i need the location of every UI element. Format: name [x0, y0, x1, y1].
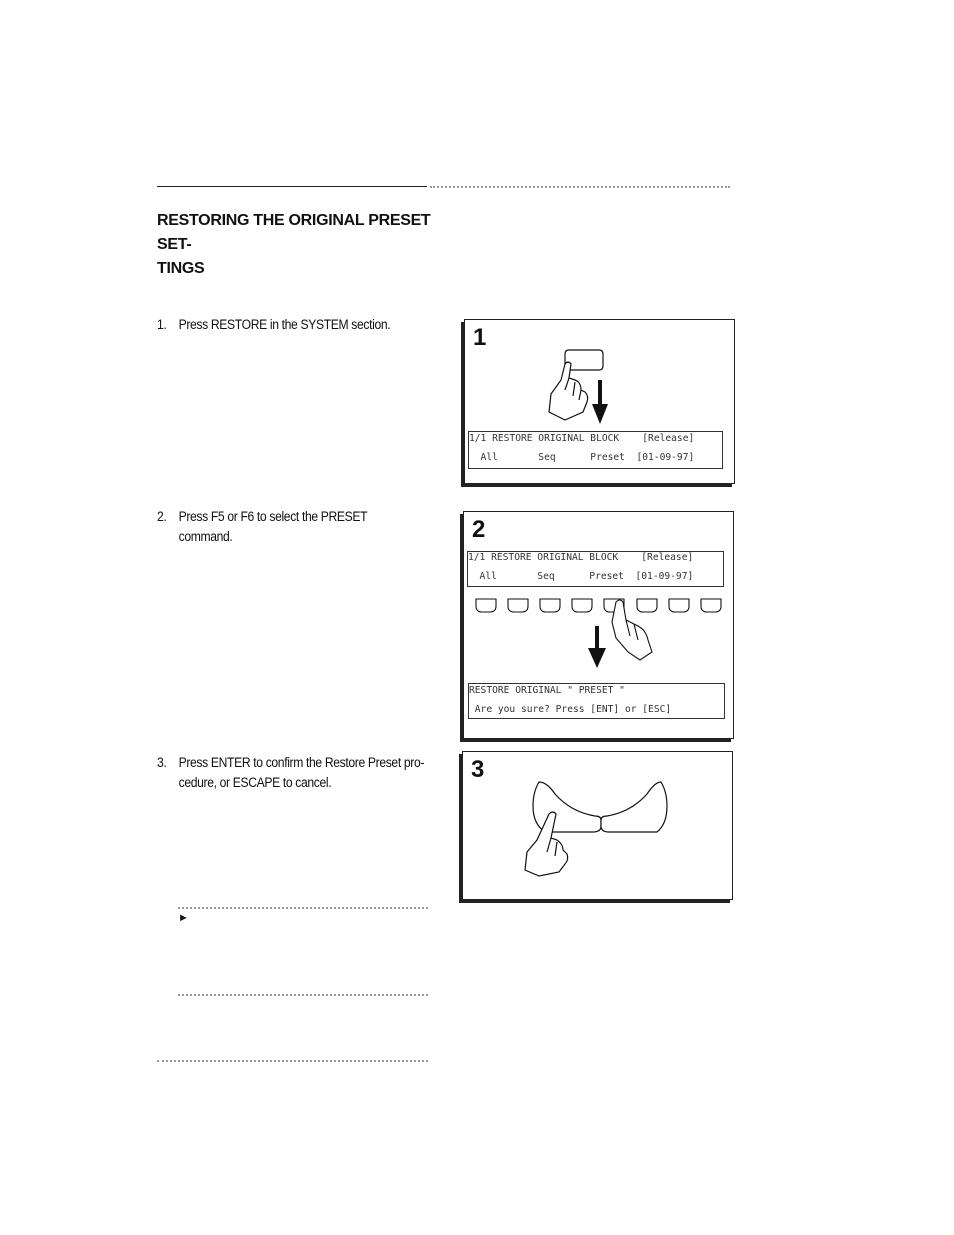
bottom-dotted-rule — [157, 1060, 428, 1062]
escape-key-icon — [601, 782, 667, 832]
down-arrow-icon — [588, 626, 606, 668]
figure-panel-1 — [464, 319, 735, 484]
function-button-icon — [572, 599, 592, 612]
panel-number: 1 — [473, 324, 487, 351]
function-button-icon — [508, 599, 528, 612]
panel-number: 2 — [472, 516, 486, 543]
lcd-display: 1/1 RESTORE ORIGINAL BLOCK [Release] All Seq Preset [01-09-97] — [467, 551, 724, 587]
lcd-display: 1/1 RESTORE ORIGINAL BLOCK [Release] All Seq Preset [01-09-97] — [468, 431, 723, 469]
figure-panel-2 — [463, 511, 734, 739]
step-1: 1. Press RESTORE in the SYSTEM section. — [157, 317, 391, 332]
step-3: 3. Press ENTER to confirm the Restore Preset pro-cedure, or ESCAPE to cancel. — [157, 755, 425, 790]
section-heading: RESTORING THE ORIGINAL PRESET SET- TINGS — [157, 212, 431, 277]
top-dotted-rule — [430, 186, 730, 188]
step-2: 2. Press F5 or F6 to select the PRESET command. — [157, 509, 368, 544]
down-arrow-icon — [592, 380, 608, 424]
panel-number: 3 — [471, 756, 485, 783]
top-rule — [157, 186, 427, 187]
figure-panel-3 — [462, 751, 733, 900]
function-button-icon — [540, 599, 560, 612]
enter-key-icon — [533, 782, 601, 832]
pointing-hand-icon — [549, 362, 588, 420]
function-button-icon — [669, 599, 689, 612]
confirm-lcd-display: RESTORE ORIGINAL " PRESET " Are you sure? Press [ENT] or [ESC] — [468, 683, 725, 719]
function-button-icon — [476, 599, 496, 612]
enter-escape-illustration — [463, 752, 732, 899]
note-arrow-icon: ► — [178, 912, 189, 924]
note-dotted-rule-bottom — [178, 994, 428, 996]
note-dotted-rule-top — [178, 907, 428, 909]
function-button-icon — [701, 599, 721, 612]
function-button-icon — [637, 599, 657, 612]
